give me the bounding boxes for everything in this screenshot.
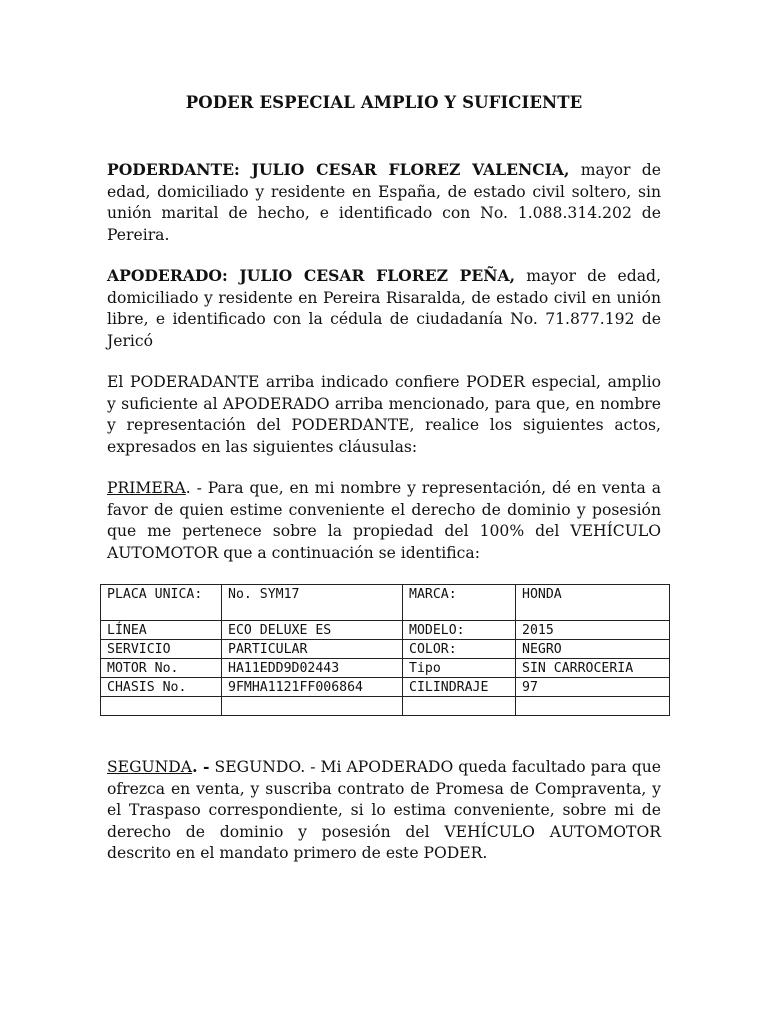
vehicle-table	[100, 584, 670, 716]
intro-paragraph: El PODERADANTE arriba indicado confiere PODER especial, amplio y suficiente al APODERADO arriba mencionado, para que, en nombre y representación del PODERDANTE, realice los siguientes actos, expresados en las siguientes cláusulas:	[107, 373, 661, 456]
table-cell: 2015	[516, 621, 670, 640]
apoderado-text: mayor de edad, domiciliado y residente en Pereira Risaralda, de estado civil en unión libre, e identificado con la cédula de ciudadanía No. 71.877.192 de Jericó	[107, 267, 661, 350]
document-title: PODER ESPECIAL AMPLIO Y SUFICIENTE	[185, 93, 583, 112]
table-cell: Tipo	[403, 659, 516, 678]
table-cell: 97	[516, 678, 670, 697]
table-row	[101, 585, 670, 621]
segunda-label-suffix: . -	[192, 757, 210, 776]
segunda-text: SEGUNDO. - Mi APODERADO queda facultado para que ofrezca en venta, y suscriba contrato de Promesa de Compraventa, y el Traspaso correspondiente, si lo estima conveniente, sobre mi de derecho de dominio y posesión del VEHÍCULO AUTOMOTOR descrito en el mandato primero de este PODER.	[107, 758, 661, 863]
table-cell: HA11EDD9D02443	[222, 659, 403, 678]
table-row	[101, 621, 670, 640]
poderdante-text: mayor de edad, domiciliado y residente en España, de estado civil soltero, sin unión marital de hecho, e identificado con No. 1.088.314.202 de Pereira.	[107, 161, 661, 244]
table-cell: MOTOR No.	[101, 659, 222, 678]
poderdante-paragraph	[107, 159, 661, 246]
table-cell: CILINDRAJE	[403, 678, 516, 697]
table-cell	[101, 697, 222, 716]
primera-text: . - Para que, en mi nombre y representación, dé en venta a favor de quien estime conveniente el derecho de dominio y posesión que me pertenece sobre la propiedad del 100% del VEHÍCULO AUTOMOTOR que a continuación se identifica:	[107, 479, 661, 562]
table-cell: PLACA UNICA:	[101, 585, 222, 621]
primera-clause	[107, 478, 661, 564]
table-cell	[516, 697, 670, 716]
table-cell: CHASIS No.	[101, 678, 222, 697]
table-row	[101, 697, 670, 716]
table-cell	[222, 697, 403, 716]
table-cell: PARTICULAR	[222, 640, 403, 659]
table-cell: HONDA	[516, 585, 670, 621]
apoderado-label: APODERADO: JULIO CESAR FLOREZ PEÑA,	[107, 266, 516, 285]
table-cell: MARCA:	[403, 585, 516, 621]
table-cell: MODELO:	[403, 621, 516, 640]
table-row	[101, 659, 670, 678]
table-cell: No. SYM17	[222, 585, 403, 621]
table-row	[101, 640, 670, 659]
apoderado-paragraph	[107, 265, 661, 352]
table-cell: SERVICIO	[101, 640, 222, 659]
segunda-label: SEGUNDA	[107, 758, 193, 776]
table-cell: ECO DELUXE ES	[222, 621, 403, 640]
table-row	[101, 678, 670, 697]
table-cell	[403, 697, 516, 716]
table-cell: COLOR:	[403, 640, 516, 659]
segunda-clause	[107, 756, 661, 865]
table-cell: LÍNEA	[101, 621, 222, 640]
poderdante-label: PODERDANTE: JULIO CESAR FLOREZ VALENCIA,	[107, 160, 570, 179]
table-cell: SIN CARROCERIA	[516, 659, 670, 678]
table-cell: NEGRO	[516, 640, 670, 659]
table-cell: 9FMHA1121FF006864	[222, 678, 403, 697]
primera-label: PRIMERA	[107, 479, 186, 497]
